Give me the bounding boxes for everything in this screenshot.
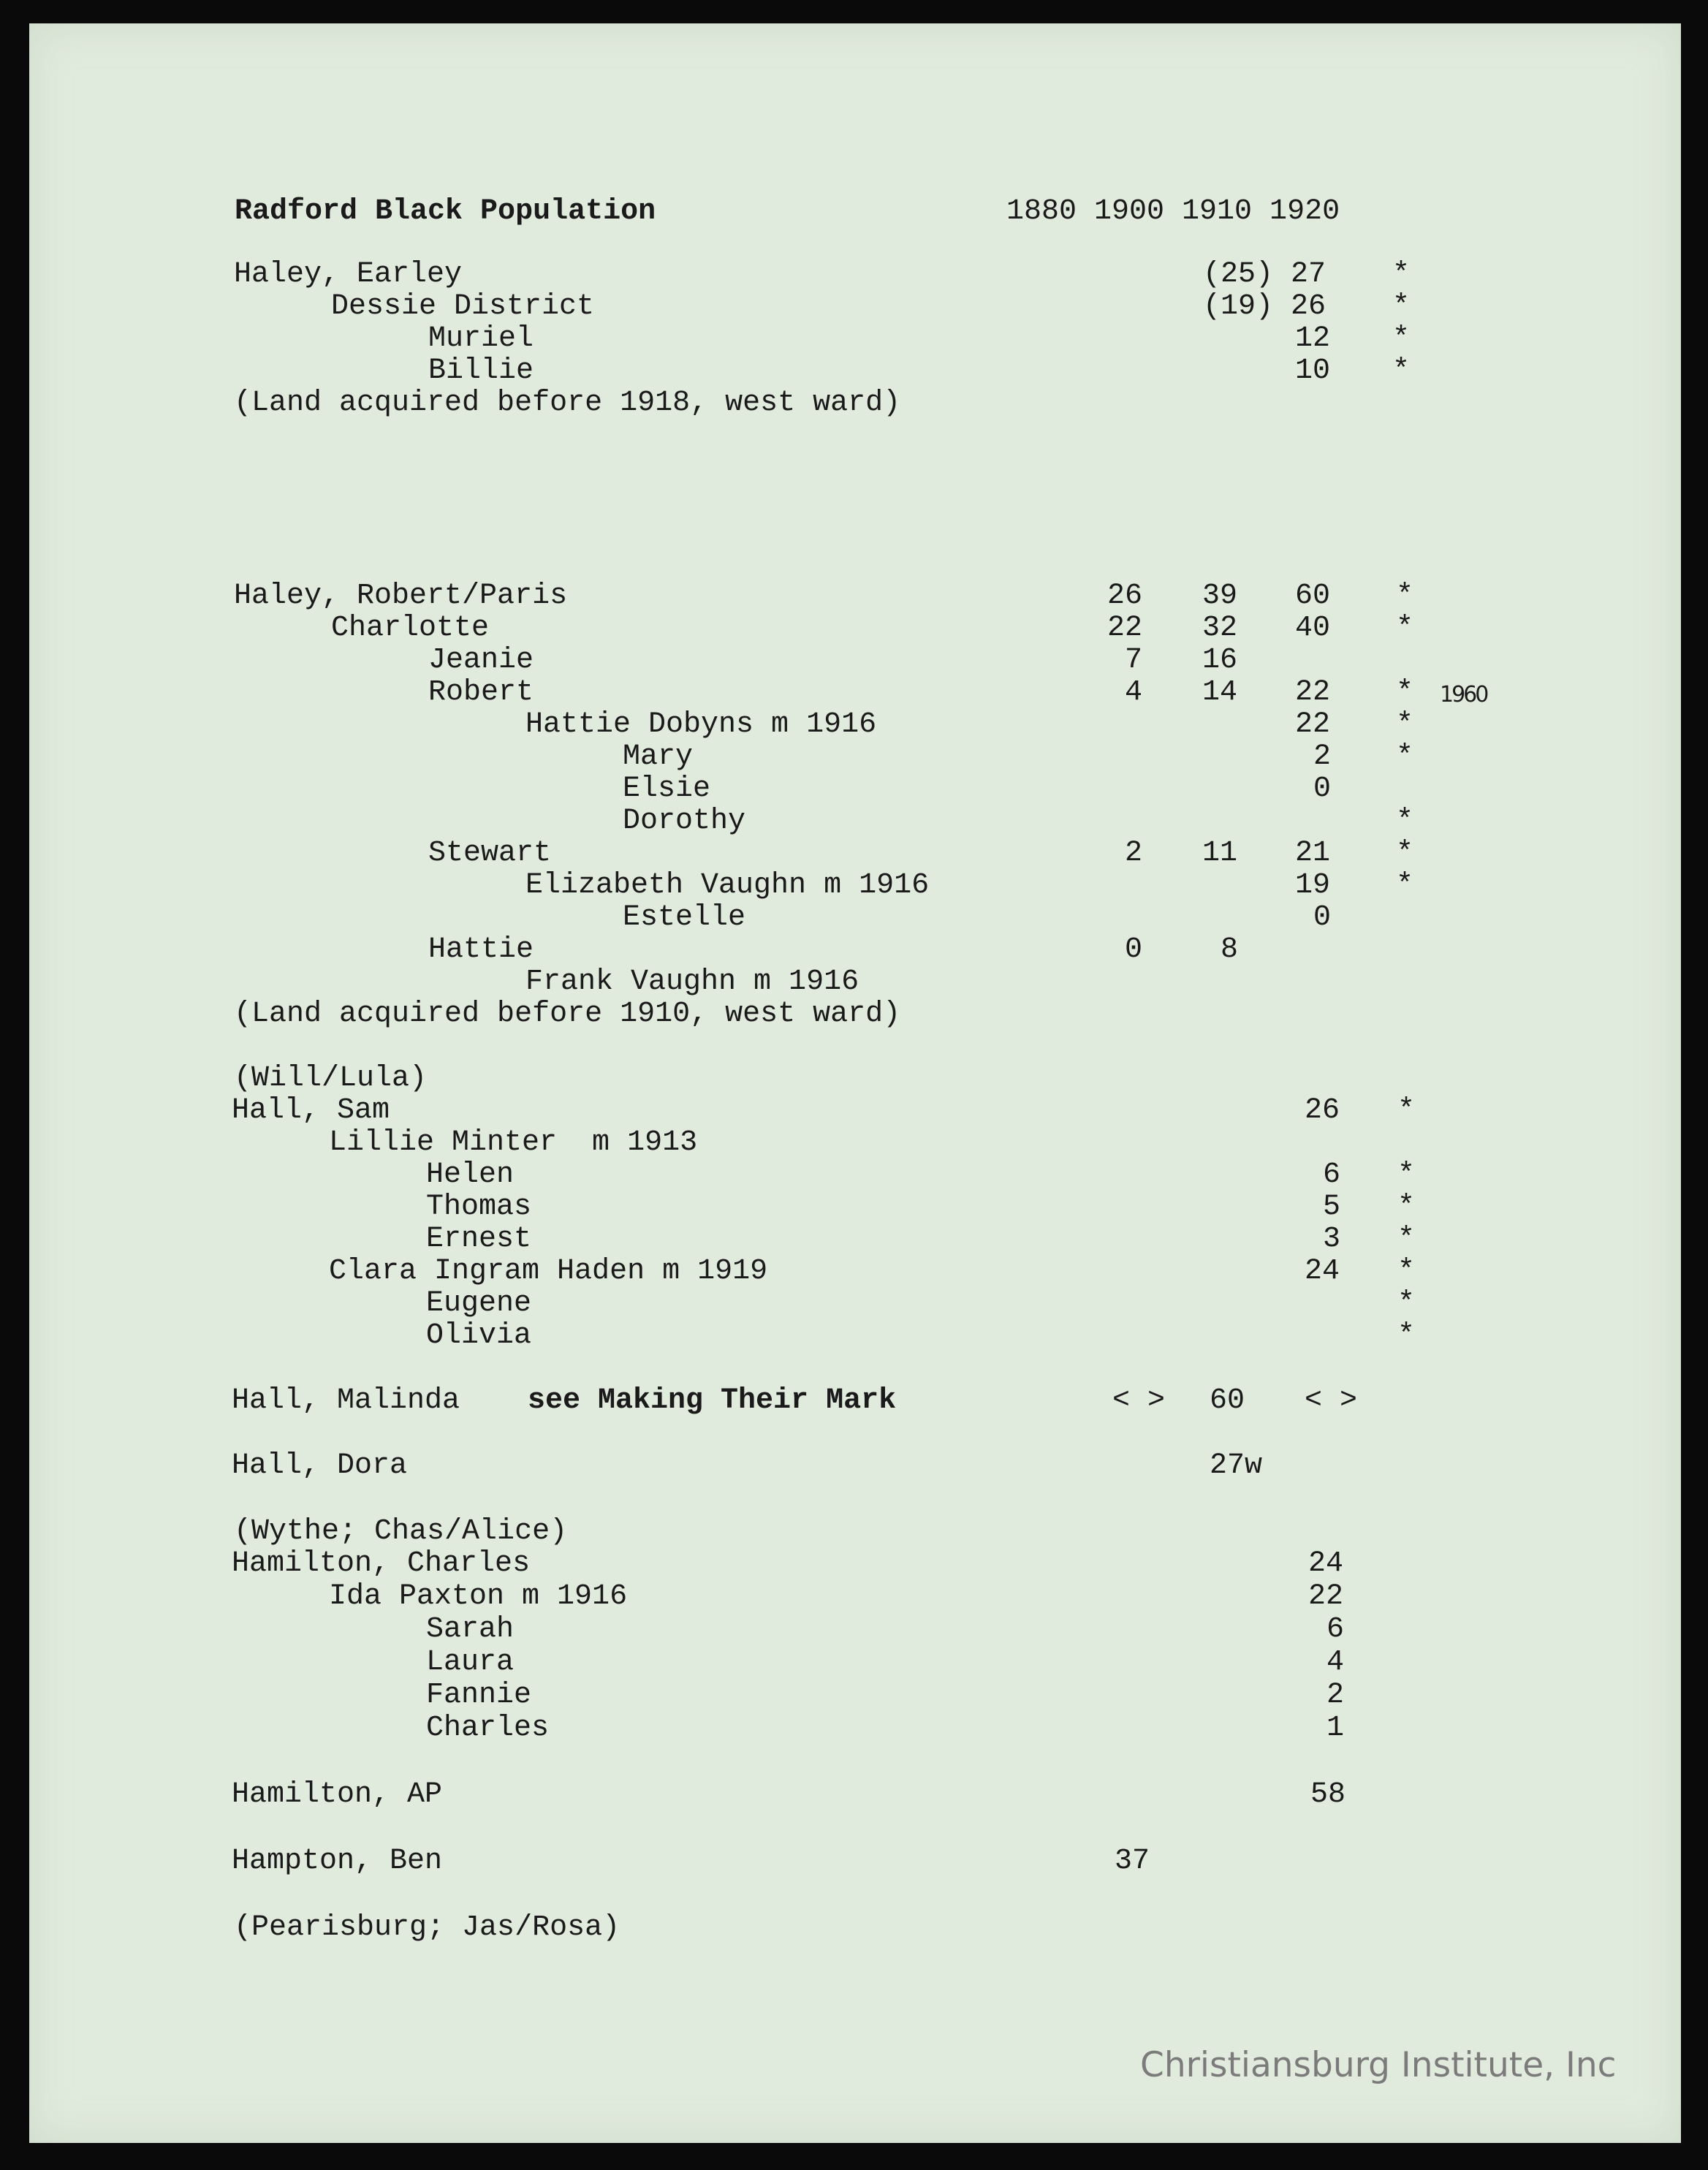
star-mark: *: [1397, 1223, 1416, 1256]
watermark-text: Christiansburg Institute, Inc: [1140, 2045, 1617, 2085]
census-1920: 22: [1295, 676, 1331, 709]
census-1920: 22: [1308, 1580, 1344, 1613]
census-1920: 0: [1313, 773, 1332, 805]
census-1900: 2: [1125, 837, 1143, 870]
census-1920: 12: [1295, 322, 1331, 355]
parents-note: (Pearisburg; Jas/Rosa): [234, 1911, 620, 1944]
entry-name: Haley, Robert/Paris: [234, 580, 568, 612]
entry-name: Frank Vaughn m 1916: [525, 966, 859, 998]
handwritten-note: 1960: [1440, 682, 1487, 707]
census-1920: 6: [1326, 1613, 1345, 1646]
star-mark: *: [1396, 580, 1414, 612]
entry-name: Eugene: [426, 1287, 532, 1320]
census-1910: 11: [1202, 837, 1238, 870]
census-1900: 7: [1125, 644, 1143, 677]
entry-name: Estelle: [623, 901, 746, 934]
star-mark: *: [1397, 1094, 1416, 1127]
entry-name: Hattie: [428, 933, 534, 966]
census-1920: 1: [1326, 1712, 1345, 1745]
entry-name: Laura: [426, 1646, 515, 1679]
census-1910: 27w: [1210, 1449, 1263, 1482]
entry-name: Haley, Earley: [234, 258, 463, 291]
entry-name: Hampton, Ben: [232, 1845, 443, 1878]
entry-name: Jeanie: [428, 644, 534, 677]
census-1920: 24: [1308, 1547, 1344, 1580]
land-note: (Land acquired before 1910, west ward): [234, 998, 901, 1031]
census-1920: 6: [1323, 1158, 1341, 1191]
star-mark: *: [1396, 740, 1414, 773]
entry-name: Billie: [428, 354, 534, 387]
entry-name: Hamilton, AP: [232, 1778, 443, 1811]
census-1900: 22: [1107, 612, 1143, 645]
census-1910-1920: (25) 27: [1203, 258, 1326, 291]
census-1920: 5: [1323, 1191, 1341, 1224]
census-1920: 40: [1295, 612, 1331, 645]
parents-note: (Wythe; Chas/Alice): [234, 1515, 568, 1548]
entry-name: Elizabeth Vaughn m 1916: [525, 869, 930, 902]
parents-note: (Will/Lula): [234, 1062, 428, 1095]
census-1920: 10: [1295, 354, 1331, 387]
star-mark: *: [1397, 1287, 1416, 1320]
star-mark: *: [1397, 1255, 1416, 1288]
entry-name: Charlotte: [331, 612, 490, 645]
census-1910: 60: [1210, 1384, 1245, 1417]
census-1920: 58: [1310, 1778, 1346, 1811]
census-1900: 26: [1107, 580, 1143, 612]
entry-name: Hattie Dobyns m 1916: [525, 708, 877, 741]
census-1920: 21: [1295, 837, 1331, 870]
document-page: [29, 23, 1681, 2143]
entry-name: Charles: [426, 1712, 550, 1745]
entry-name: Hall, Dora: [232, 1449, 408, 1482]
census-1920: 26: [1305, 1094, 1340, 1127]
star-mark: *: [1396, 612, 1414, 645]
census-1920: 3: [1323, 1223, 1341, 1256]
census-years-header: 1880 1900 1910 1920: [1006, 195, 1340, 228]
cross-reference: see Making Their Mark: [528, 1384, 897, 1417]
entry-name: Olivia: [426, 1319, 532, 1352]
entry-name: Muriel: [428, 322, 534, 355]
census-1920: 22: [1295, 708, 1331, 741]
entry-name: Dessie District: [331, 290, 595, 323]
entry-name: Elsie: [623, 773, 711, 805]
star-mark: *: [1397, 1191, 1416, 1224]
star-mark: *: [1396, 837, 1414, 870]
census-1900: 37: [1115, 1845, 1150, 1878]
entry-name: Clara Ingram Haden m 1919: [329, 1255, 768, 1288]
star-mark: *: [1396, 676, 1414, 709]
entry-name: Sarah: [426, 1613, 515, 1646]
census-1910: 32: [1202, 612, 1238, 645]
star-mark: *: [1392, 354, 1411, 387]
census-1920: 2: [1313, 740, 1332, 773]
entry-name: Hall, Sam: [232, 1094, 390, 1127]
star-mark: *: [1392, 322, 1411, 355]
census-1910-1920: (19) 26: [1203, 290, 1326, 323]
star-mark: *: [1396, 708, 1414, 741]
census-1920: 60: [1295, 580, 1331, 612]
census-1920: 19: [1295, 869, 1331, 902]
entry-name: Helen: [426, 1158, 515, 1191]
census-1900: 4: [1125, 676, 1143, 709]
census-1920: 24: [1305, 1255, 1340, 1288]
entry-name: Ida Paxton m 1916: [329, 1580, 628, 1613]
star-mark: *: [1397, 1158, 1416, 1191]
star-mark: *: [1392, 258, 1411, 291]
census-1920: 2: [1326, 1679, 1345, 1712]
census-1920: < >: [1305, 1384, 1358, 1417]
census-1910: 39: [1202, 580, 1238, 612]
census-1910: 8: [1221, 933, 1239, 966]
census-1920: 0: [1313, 901, 1332, 934]
entry-name: Fannie: [426, 1679, 532, 1712]
entry-name: Lillie Minter m 1913: [329, 1126, 698, 1159]
census-1910: 14: [1202, 676, 1238, 709]
star-mark: *: [1392, 290, 1411, 323]
census-1910: 16: [1202, 644, 1238, 677]
star-mark: *: [1397, 1319, 1416, 1352]
entry-name: Hamilton, Charles: [232, 1547, 531, 1580]
entry-name: Hall, Malinda: [232, 1384, 460, 1417]
document-title: Radford Black Population: [235, 195, 656, 228]
star-mark: *: [1396, 869, 1414, 902]
census-1920: 4: [1326, 1646, 1345, 1679]
census-1900: < >: [1112, 1384, 1166, 1417]
entry-name: Thomas: [426, 1191, 532, 1224]
entry-name: Stewart: [428, 837, 552, 870]
land-note: (Land acquired before 1918, west ward): [234, 387, 901, 420]
census-1900: 0: [1125, 933, 1143, 966]
entry-name: Mary: [623, 740, 694, 773]
entry-name: Ernest: [426, 1223, 532, 1256]
star-mark: *: [1396, 805, 1414, 838]
entry-name: Dorothy: [623, 805, 746, 838]
entry-name: Robert: [428, 676, 534, 709]
